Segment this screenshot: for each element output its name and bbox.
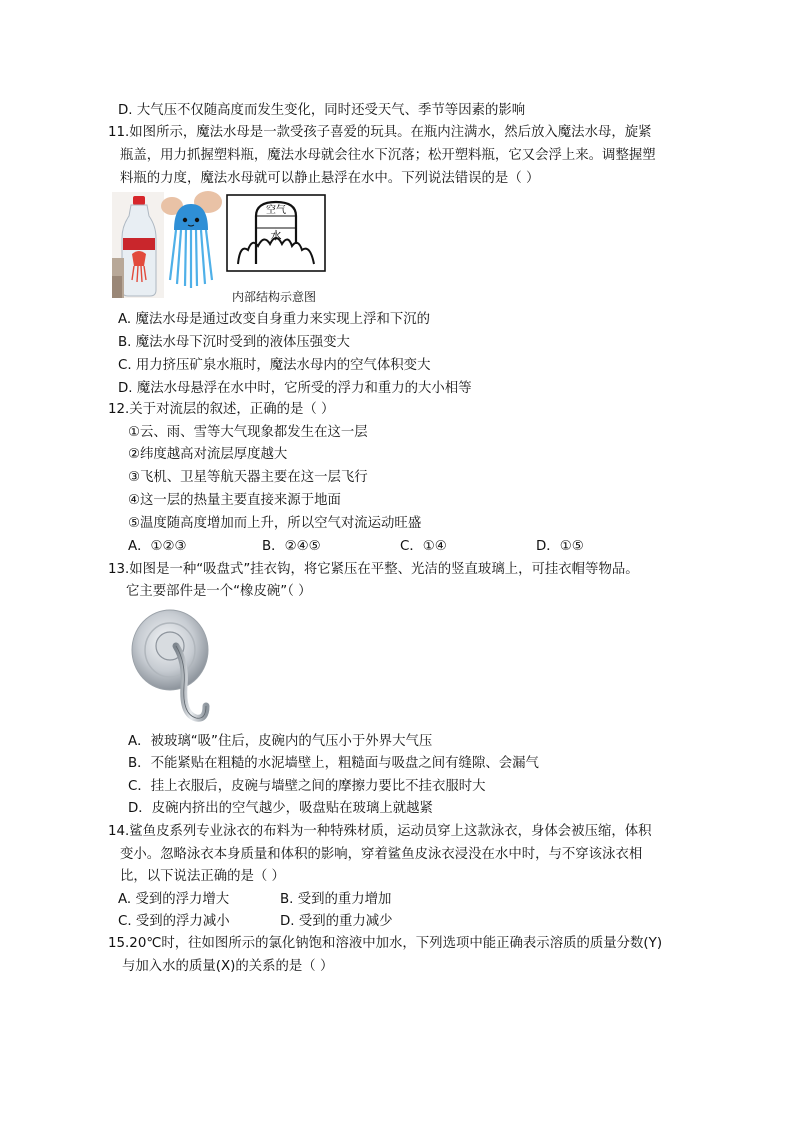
- q12-stem: 12.关于对流层的叙述，正确的是（ ）: [108, 402, 335, 417]
- q14-stem-line-1: 14.鲨鱼皮系列专业泳衣的布料为一种特殊材质，运动员穿上这款泳衣，身体会被压缩，体积: [108, 824, 652, 839]
- bottle-photo: [112, 192, 164, 298]
- q12-statement-1: ①云、雨、雪等大气现象都发生在这一层: [128, 425, 368, 440]
- q13-option-b: B．不能紧贴在粗糙的水泥墙壁上，粗糙面与吸盘之间有缝隙、会漏气: [128, 756, 539, 771]
- q14-option-a: A. 受到的浮力增大: [118, 892, 230, 907]
- suction-hook-photo: [130, 606, 210, 728]
- q12-option-d: D．①⑤: [536, 539, 584, 554]
- q11-stem-line-2: 瓶盖，用力抓握塑料瓶，魔法水母就会往水下沉落；松开塑料瓶，它又会浮上来。调整握塑: [120, 148, 656, 163]
- q13-option-c: C．挂上衣服后，皮碗与墙壁之间的摩擦力要比不挂衣服时大: [128, 779, 486, 794]
- q11-option-b: B. 魔法水母下沉时受到的液体压强变大: [118, 335, 350, 350]
- q15-stem-line-2: 与加入水的质量(X)的关系的是（ ）: [122, 959, 334, 974]
- q13-option-a: A．被玻璃“吸”住后，皮碗内的气压小于外界大气压: [128, 734, 433, 749]
- q11-option-c: C. 用力挤压矿泉水瓶时，魔法水母内的空气体积变大: [118, 358, 431, 373]
- internal-structure-diagram: [226, 194, 326, 272]
- q14-option-d: D. 受到的重力减少: [280, 914, 393, 929]
- q15-stem-line-1: 15.20℃时，往如图所示的氯化钠饱和溶液中加水，下列选项中能正确表示溶质的质量分数(Y): [108, 936, 663, 951]
- q12-statement-2: ②纬度越高对流层厚度越大: [128, 447, 288, 462]
- q11-option-a: A. 魔法水母是通过改变自身重力来实现上浮和下沉的: [118, 312, 431, 327]
- q13-option-d: D．皮碗内挤出的空气越少，吸盘贴在玻璃上就越紧: [128, 801, 433, 816]
- q12-option-a: A．①②③: [128, 539, 187, 554]
- q12-option-b: B．②④⑤: [262, 539, 321, 554]
- q14-option-b: B. 受到的重力增加: [280, 892, 392, 907]
- jellyfish-toy-photo: [160, 188, 222, 292]
- q14-stem-line-2: 变小。忽略泳衣本身质量和体积的影响，穿着鲨鱼皮泳衣浸没在水中时，与不穿该泳衣相: [120, 847, 643, 862]
- q14-stem-line-3: 比，以下说法正确的是（ ）: [120, 869, 285, 884]
- water-label: 水: [270, 229, 282, 242]
- air-label: 空气: [266, 205, 286, 216]
- diagram-caption: 内部结构示意图: [232, 290, 317, 304]
- q12-option-c: C．①④: [400, 539, 447, 554]
- q13-stem-line-2: 它主要部件是一个“橡皮碗”（ ）: [126, 584, 312, 599]
- q12-statement-3: ③飞机、卫星等航天器主要在这一层飞行: [128, 470, 368, 485]
- q13-stem-line-1: 13.如图是一种“吸盘式”挂衣钩，将它紧压在平整、光洁的竖直玻璃上，可挂衣帽等物品。: [108, 562, 639, 577]
- q12-statement-5: ⑤温度随高度增加而上升，所以空气对流运动旺盛: [128, 516, 422, 531]
- q10-option-d: D. 大气压不仅随高度而发生变化，同时还受天气、季节等因素的影响: [118, 103, 526, 118]
- q12-statement-4: ④这一层的热量主要直接来源于地面: [128, 493, 341, 508]
- q11-stem-line-1: 11.如图所示，魔法水母是一款受孩子喜爱的玩具。在瓶内注满水，然后放入魔法水母，旋紧: [108, 125, 652, 140]
- q14-option-c: C. 受到的浮力减小: [118, 914, 230, 929]
- q11-option-d: D. 魔法水母悬浮在水中时，它所受的浮力和重力的大小相等: [118, 381, 472, 396]
- q11-stem-line-3: 料瓶的力度，魔法水母就可以静止悬浮在水中。下列说法错误的是（ ）: [120, 171, 540, 186]
